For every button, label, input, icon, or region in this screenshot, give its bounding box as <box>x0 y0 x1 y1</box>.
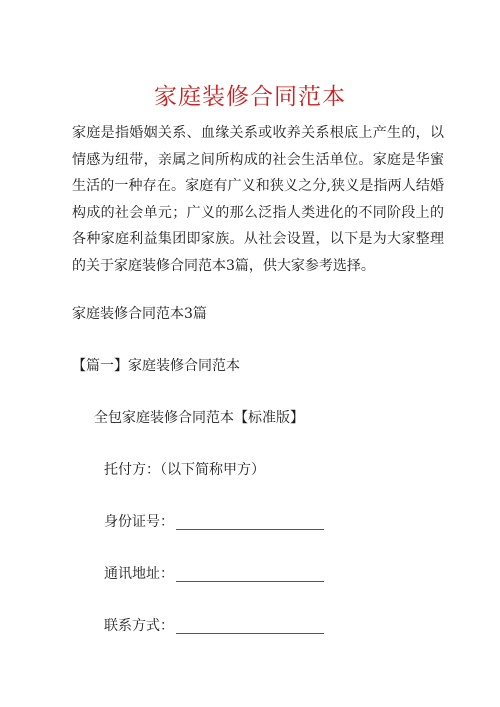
address-blank <box>176 567 324 582</box>
part-label: 【篇一】家庭装修合同范本 <box>72 358 240 374</box>
document-title: 家庭装修合同范本 <box>154 84 346 110</box>
contact-blank <box>176 619 324 634</box>
id-number-field <box>104 512 324 532</box>
contract-title: 全包家庭装修合同范本【标准版】 <box>94 410 304 426</box>
contact-label: 联系方式： <box>104 618 174 634</box>
contact-field <box>104 616 324 636</box>
address-field <box>104 564 324 584</box>
id-number-label: 身份证号： <box>104 514 174 530</box>
section-heading: 家庭装修合同范本3篇 <box>72 306 207 322</box>
address-label: 通讯地址： <box>104 566 174 582</box>
principal-party-line: 托付方：（以下简称甲方） <box>104 462 265 478</box>
intro-paragraph: 家庭是指婚姻关系、血缘关系或收养关系根底上产生的，以情感为纽带，亲属之间所构成的社会生活单位。家庭是华蜜生活的一种存在。家庭有广义和狭义之分,狭义是指两人结婚构成的社会单元；广义的那么泛指人类进化的不同阶段上的各种家庭利益集团即家族。从社会设置，以下是为大家整理的关于家庭装修合同范本3篇，供大家参考选择。 <box>72 125 444 274</box>
id-number-blank <box>176 515 324 530</box>
